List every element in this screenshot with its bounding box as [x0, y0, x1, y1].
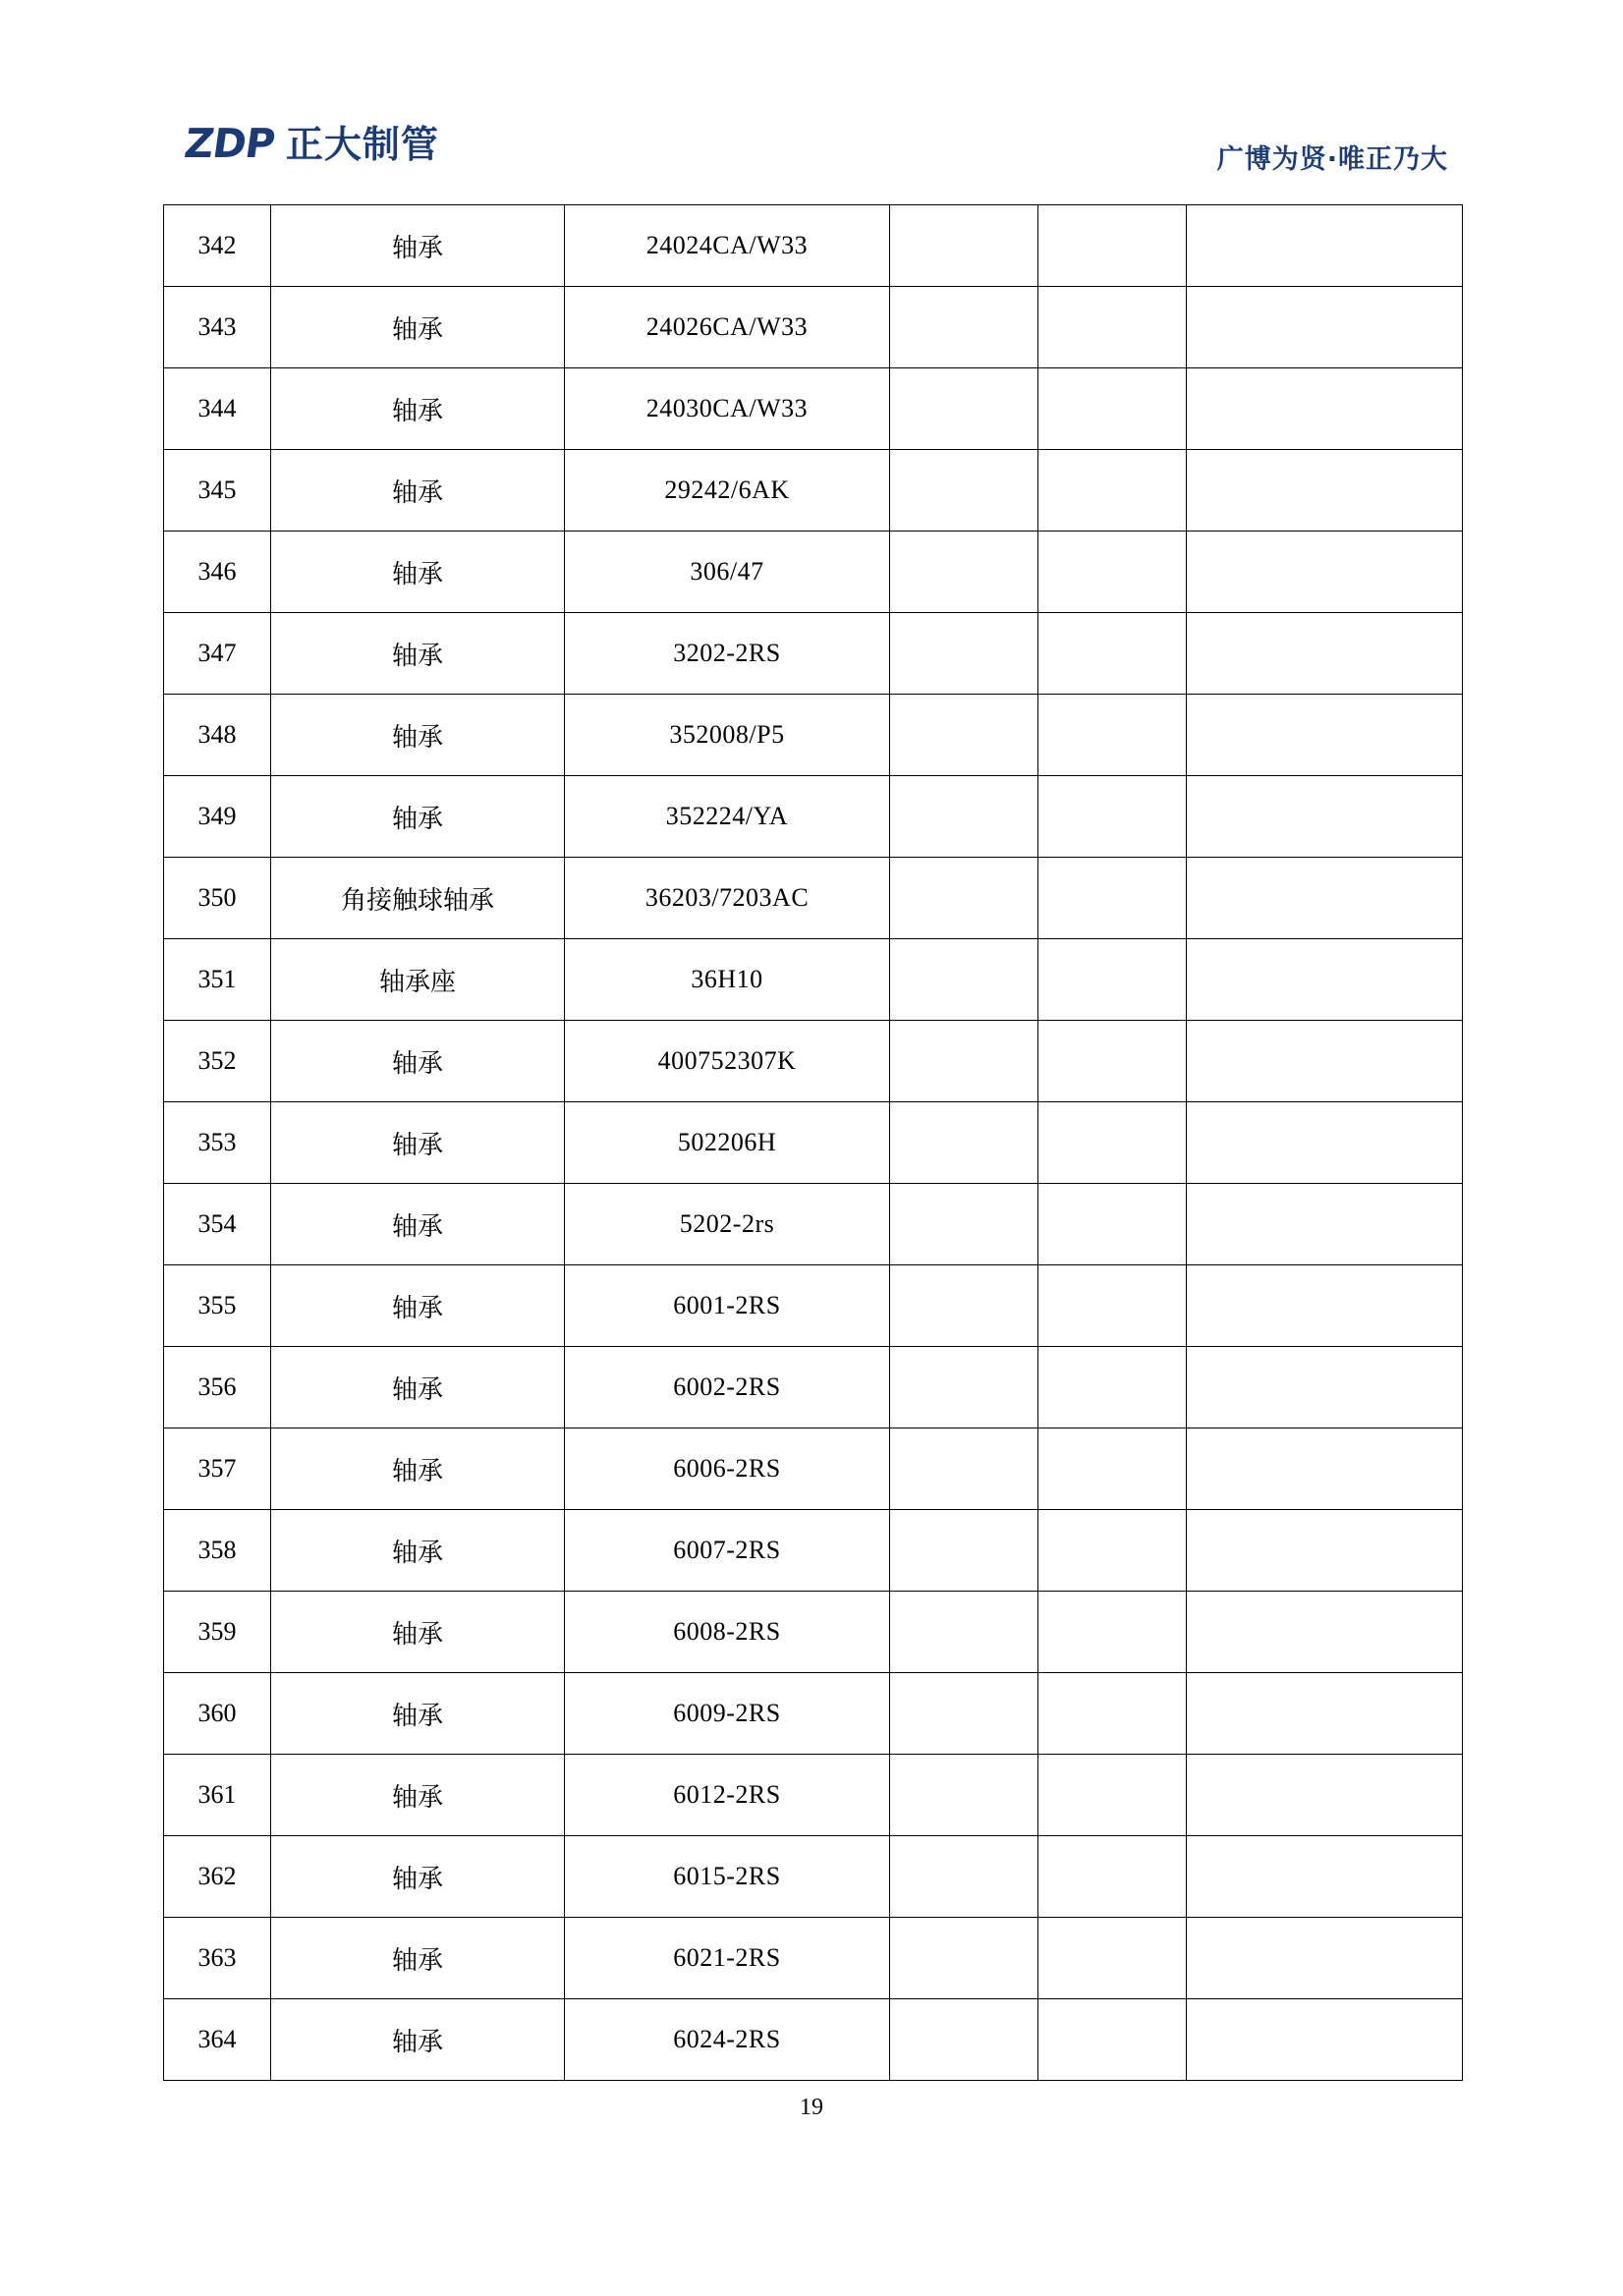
cell-empty-3: [1187, 1510, 1463, 1592]
table-row: [164, 1836, 1463, 1918]
cell-name: 轴承: [271, 695, 565, 776]
cell-empty-1: [890, 1265, 1038, 1347]
table-row: [164, 1592, 1463, 1673]
cell-model: 6021-2RS: [565, 1918, 890, 1999]
cell-name: 轴承: [271, 1102, 565, 1184]
cell-name: 轴承: [271, 776, 565, 858]
cell-empty-1: [890, 1347, 1038, 1428]
cell-empty-1: [890, 1510, 1038, 1592]
cell-name: 轴承: [271, 368, 565, 450]
logo-mark-text: ZDP: [181, 120, 278, 167]
table-row: [164, 450, 1463, 532]
cell-index: 358: [164, 1510, 271, 1592]
cell-index: 347: [164, 613, 271, 695]
cell-model: 502206H: [565, 1102, 890, 1184]
cell-index: 361: [164, 1755, 271, 1836]
cell-empty-1: [890, 1836, 1038, 1918]
cell-empty-2: [1038, 1755, 1187, 1836]
cell-index: 350: [164, 858, 271, 939]
cell-empty-2: [1038, 205, 1187, 287]
cell-empty-2: [1038, 776, 1187, 858]
cell-empty-1: [890, 1102, 1038, 1184]
cell-empty-1: [890, 776, 1038, 858]
company-slogan: 广博为贤·唯正乃大: [1216, 144, 1448, 175]
cell-model: 36H10: [565, 939, 890, 1021]
cell-name: 轴承: [271, 532, 565, 613]
cell-index: 351: [164, 939, 271, 1021]
cell-model: 6012-2RS: [565, 1755, 890, 1836]
table-row: [164, 1021, 1463, 1102]
table-row: [164, 1673, 1463, 1755]
cell-model: 6015-2RS: [565, 1836, 890, 1918]
cell-model: 24030CA/W33: [565, 368, 890, 450]
cell-empty-1: [890, 1592, 1038, 1673]
cell-empty-2: [1038, 613, 1187, 695]
cell-index: 364: [164, 1999, 271, 2081]
cell-empty-3: [1187, 1673, 1463, 1755]
cell-model: 24024CA/W33: [565, 205, 890, 287]
table-row: [164, 205, 1463, 287]
cell-name: 轴承: [271, 613, 565, 695]
cell-empty-1: [890, 450, 1038, 532]
cell-empty-3: [1187, 287, 1463, 368]
cell-empty-1: [890, 1428, 1038, 1510]
cell-model: 3202-2RS: [565, 613, 890, 695]
cell-index: 343: [164, 287, 271, 368]
cell-model: 352008/P5: [565, 695, 890, 776]
cell-index: 360: [164, 1673, 271, 1755]
cell-empty-3: [1187, 776, 1463, 858]
cell-empty-2: [1038, 1265, 1187, 1347]
cell-empty-1: [890, 532, 1038, 613]
cell-empty-3: [1187, 1021, 1463, 1102]
cell-empty-2: [1038, 532, 1187, 613]
table-row: [164, 1265, 1463, 1347]
cell-name: 角接触球轴承: [271, 858, 565, 939]
table-row: [164, 1102, 1463, 1184]
cell-model: 6008-2RS: [565, 1592, 890, 1673]
cell-model: 6006-2RS: [565, 1428, 890, 1510]
cell-empty-2: [1038, 1102, 1187, 1184]
cell-name: 轴承: [271, 450, 565, 532]
cell-empty-2: [1038, 1592, 1187, 1673]
cell-empty-3: [1187, 1184, 1463, 1265]
table-row: [164, 1428, 1463, 1510]
cell-name: 轴承: [271, 1999, 565, 2081]
table-row: [164, 613, 1463, 695]
cell-index: 362: [164, 1836, 271, 1918]
cell-empty-2: [1038, 939, 1187, 1021]
cell-empty-2: [1038, 1673, 1187, 1755]
cell-model: 24026CA/W33: [565, 287, 890, 368]
cell-empty-2: [1038, 1836, 1187, 1918]
cell-empty-3: [1187, 1102, 1463, 1184]
table-row: [164, 368, 1463, 450]
parts-table-container: [163, 204, 1460, 2081]
cell-name: 轴承: [271, 287, 565, 368]
cell-index: 352: [164, 1021, 271, 1102]
table-row: [164, 939, 1463, 1021]
cell-empty-3: [1187, 1347, 1463, 1428]
cell-index: 355: [164, 1265, 271, 1347]
parts-table: [163, 204, 1463, 2081]
page-number: 19: [800, 2095, 823, 2120]
table-row: [164, 1510, 1463, 1592]
cell-index: 356: [164, 1347, 271, 1428]
cell-empty-2: [1038, 287, 1187, 368]
table-row: [164, 1347, 1463, 1428]
table-row: [164, 695, 1463, 776]
cell-name: 轴承: [271, 1265, 565, 1347]
cell-empty-1: [890, 1999, 1038, 2081]
cell-name: 轴承: [271, 1592, 565, 1673]
cell-index: 345: [164, 450, 271, 532]
cell-empty-1: [890, 695, 1038, 776]
cell-index: 363: [164, 1918, 271, 1999]
table-row: [164, 858, 1463, 939]
cell-index: 346: [164, 532, 271, 613]
cell-empty-2: [1038, 450, 1187, 532]
cell-empty-1: [890, 858, 1038, 939]
cell-model: 352224/YA: [565, 776, 890, 858]
cell-empty-2: [1038, 1021, 1187, 1102]
cell-model: 6009-2RS: [565, 1673, 890, 1755]
cell-model: 6002-2RS: [565, 1347, 890, 1428]
cell-empty-2: [1038, 1999, 1187, 2081]
cell-index: 348: [164, 695, 271, 776]
cell-index: 359: [164, 1592, 271, 1673]
cell-name: 轴承: [271, 1673, 565, 1755]
cell-empty-3: [1187, 1265, 1463, 1347]
cell-empty-3: [1187, 1755, 1463, 1836]
cell-empty-3: [1187, 1836, 1463, 1918]
cell-index: 354: [164, 1184, 271, 1265]
cell-empty-1: [890, 613, 1038, 695]
table-row: [164, 776, 1463, 858]
logo-company-name: 正大制管: [285, 122, 439, 166]
cell-name: 轴承: [271, 1347, 565, 1428]
cell-model: 306/47: [565, 532, 890, 613]
cell-empty-3: [1187, 532, 1463, 613]
cell-empty-1: [890, 1021, 1038, 1102]
cell-index: 344: [164, 368, 271, 450]
cell-empty-3: [1187, 858, 1463, 939]
cell-name: 轴承: [271, 1021, 565, 1102]
cell-name: 轴承: [271, 1836, 565, 1918]
cell-model: 36203/7203AC: [565, 858, 890, 939]
cell-empty-1: [890, 1184, 1038, 1265]
cell-name: 轴承: [271, 1184, 565, 1265]
cell-index: 342: [164, 205, 271, 287]
cell-empty-3: [1187, 939, 1463, 1021]
cell-model: 6001-2RS: [565, 1265, 890, 1347]
cell-empty-3: [1187, 205, 1463, 287]
cell-empty-2: [1038, 1347, 1187, 1428]
cell-empty-2: [1038, 1510, 1187, 1592]
cell-empty-1: [890, 1755, 1038, 1836]
cell-name: 轴承: [271, 1510, 565, 1592]
cell-empty-3: [1187, 613, 1463, 695]
cell-name: 轴承座: [271, 939, 565, 1021]
cell-index: 353: [164, 1102, 271, 1184]
cell-empty-1: [890, 287, 1038, 368]
cell-empty-3: [1187, 450, 1463, 532]
table-row: [164, 1755, 1463, 1836]
company-logo: [181, 120, 439, 167]
cell-empty-2: [1038, 695, 1187, 776]
cell-model: 29242/6AK: [565, 450, 890, 532]
cell-index: 349: [164, 776, 271, 858]
cell-model: 5202-2rs: [565, 1184, 890, 1265]
cell-empty-3: [1187, 1999, 1463, 2081]
cell-empty-1: [890, 1673, 1038, 1755]
cell-model: 6024-2RS: [565, 1999, 890, 2081]
cell-empty-1: [890, 939, 1038, 1021]
cell-empty-1: [890, 368, 1038, 450]
table-row: [164, 1184, 1463, 1265]
table-row: [164, 1999, 1463, 2081]
document-header: [165, 120, 1458, 193]
cell-empty-1: [890, 1918, 1038, 1999]
table-row: [164, 287, 1463, 368]
table-row: [164, 1918, 1463, 1999]
cell-empty-2: [1038, 368, 1187, 450]
cell-empty-2: [1038, 1184, 1187, 1265]
parts-table-body: [164, 205, 1463, 2081]
cell-empty-3: [1187, 695, 1463, 776]
cell-name: 轴承: [271, 1918, 565, 1999]
cell-empty-2: [1038, 1918, 1187, 1999]
cell-empty-1: [890, 205, 1038, 287]
cell-name: 轴承: [271, 1428, 565, 1510]
cell-model: 400752307K: [565, 1021, 890, 1102]
cell-empty-2: [1038, 858, 1187, 939]
cell-empty-3: [1187, 1428, 1463, 1510]
cell-index: 357: [164, 1428, 271, 1510]
cell-name: 轴承: [271, 205, 565, 287]
cell-empty-3: [1187, 368, 1463, 450]
cell-name: 轴承: [271, 1755, 565, 1836]
cell-model: 6007-2RS: [565, 1510, 890, 1592]
table-row: [164, 532, 1463, 613]
cell-empty-3: [1187, 1918, 1463, 1999]
cell-empty-2: [1038, 1428, 1187, 1510]
cell-empty-3: [1187, 1592, 1463, 1673]
